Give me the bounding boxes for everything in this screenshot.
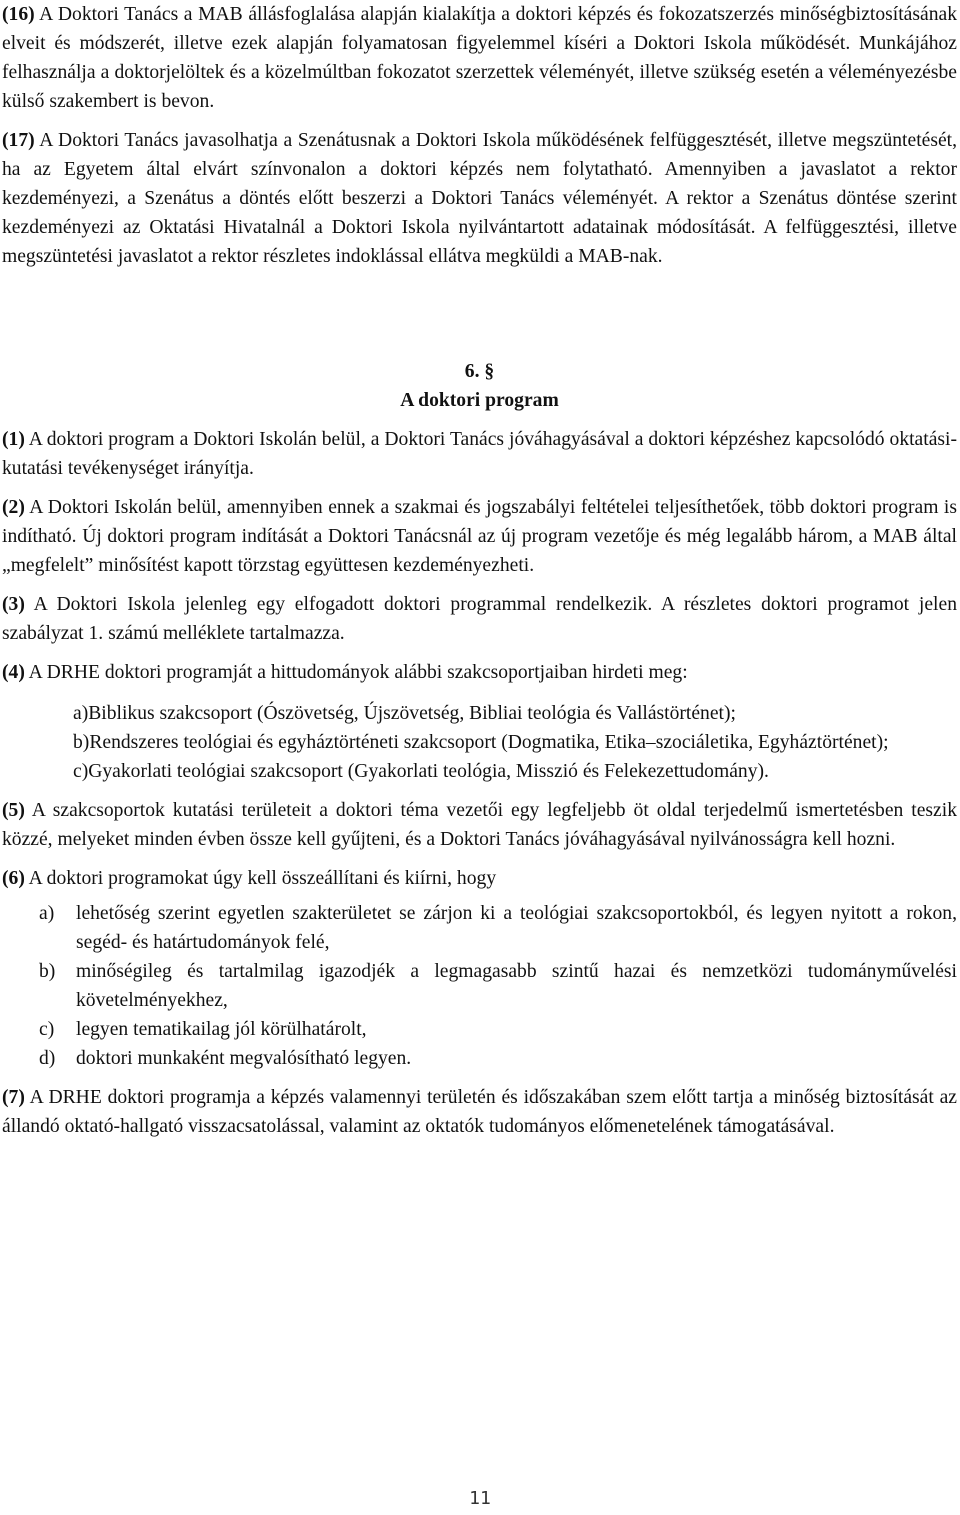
- page-number: 11: [469, 1488, 491, 1509]
- paragraph-text: A Doktori Tanács javasolhatja a Szenátusnak a Doktori Iskola működésének felfüggesztését, illetve megszüntetését, ha az Egyetem által elvárt színvonalon a doktori képzés nem folytatható. Amennyiben a javaslatot a rektor kezdeményezi, a Szenátus a döntés előtt beszerzi a Doktori Tanács véleményét. A rektor a Szenátus döntése szerint kezdeményezi az Oktatási Hivatalnál a Doktori Iskola nyilvántartott adatainak módosítását. A felfüggesztési, illetve megszüntetési javaslatot a rektor részletes indoklással ellátva megküldi a MAB-nak.: [2, 130, 957, 267]
- section-title: A doktori program: [400, 390, 559, 411]
- paragraph-text: A szakcsoportok kutatási területeit a doktori téma vezetői egy legfeljebb öt oldal terjedelmű ismertetésben teszik közzé, melyeket minden évben össze kell gyűjteni, és a Doktori Tanács jóváhagyásával nyilvánosságra kell hozni.: [2, 800, 957, 850]
- program-requirements-list: [2, 899, 957, 1073]
- paragraph-number: (2): [2, 497, 25, 518]
- paragraph-17: [2, 126, 957, 271]
- list-marker: a): [73, 703, 89, 724]
- list-marker: b): [73, 732, 90, 753]
- paragraph-s1: [2, 425, 957, 483]
- paragraph-number: (4): [2, 662, 25, 683]
- list-marker: c): [39, 1019, 55, 1040]
- paragraph-text: A DRHE doktori programját a hittudományok alábbi szakcsoportjaiban hirdeti meg:: [24, 662, 688, 683]
- subject-group-list: [2, 699, 957, 786]
- paragraph-text: A Doktori Iskolán belül, amennyiben ennek a szakmai és jogszabályi feltételei teljesíthetőek, több doktori program is indítható. Új doktori program indítását a Doktori Tanácsnál az új program vezetője és még legalább három, a MAB által „megfelelt” minősítést kapott törzstag együttesen kezdeményezheti.: [2, 497, 957, 576]
- list-item-text: legyen tematikailag jól körülhatárolt,: [76, 1019, 367, 1040]
- list-item-text: lehetőség szerint egyetlen szakterületet se zárjon ki a teológiai szakcsoportokból, és legyen nyitott a rokon, segéd- és határtudományok felé,: [76, 903, 957, 953]
- paragraph-s6: [2, 864, 957, 893]
- paragraph-number: (7): [2, 1087, 25, 1108]
- paragraph-s4: [2, 658, 957, 687]
- paragraph-number: (5): [2, 800, 25, 821]
- paragraph-number: (16): [2, 4, 35, 25]
- section-number: 6. §: [464, 361, 495, 382]
- paragraph-text: A Doktori Iskola jelenleg egy elfogadott doktori programmal rendelkezik. A részletes doktori programot jelen szabályzat 1. számú melléklete tartalmazza.: [2, 594, 957, 644]
- list-item: [2, 1044, 957, 1073]
- paragraph-s5: [2, 796, 957, 854]
- paragraph-number: (6): [2, 868, 25, 889]
- section-spacer: [2, 281, 957, 357]
- paragraph-s2: [2, 493, 957, 580]
- list-item-text: Gyakorlati teológiai szakcsoport (Gyakorlati teológia, Misszió és Felekezettudomány).: [88, 761, 769, 782]
- paragraph-s3: [2, 590, 957, 648]
- paragraph-16: [2, 0, 957, 116]
- list-item-text: minőségileg és tartalmilag igazodjék a legmagasabb szintű hazai és nemzetközi tudományművelési követelményekhez,: [76, 961, 957, 1011]
- paragraph-text: A doktori program a Doktori Iskolán belül, a Doktori Tanács jóváhagyásával a doktori képzéshez kapcsolódó oktatási-kutatási tevékenységet irányítja.: [2, 429, 957, 479]
- paragraph-number: (3): [2, 594, 25, 615]
- list-item-text: Biblikus szakcsoport (Ószövetség, Újszövetség, Bibliai teológia és Vallástörténet);: [88, 703, 736, 724]
- paragraph-text: A DRHE doktori programja a képzés valamennyi területén és időszakában szem előtt tartja a minőség biztosítását az állandó oktató-hallgató visszacsatolással, valamint az oktatók tudományos előmenetelének támogatásával.: [2, 1087, 957, 1137]
- list-marker: c): [73, 761, 89, 782]
- list-item: [2, 957, 957, 1015]
- list-item: [2, 699, 957, 728]
- paragraph-text: A doktori programokat úgy kell összeállítani és kiírni, hogy: [24, 868, 497, 889]
- list-item-text: Rendszeres teológiai és egyháztörténeti szakcsoport (Dogmatika, Etika–szociáletika, Egyháztörténet);: [89, 732, 889, 753]
- paragraph-s7: [2, 1083, 957, 1141]
- list-marker: d): [39, 1048, 56, 1069]
- list-item: [2, 899, 957, 957]
- paragraph-text: A Doktori Tanács a MAB állásfoglalása alapján kialakítja a doktori képzés és fokozatszerzés minőségbiztosításának elveit és módszerét, illetve ezek alapján folyamatosan figyelemmel kíséri a Doktori Iskola működését. Munkájához felhasználja a doktorjelöltek és a közelmúltban fokozatot szerzettek véleményét, illetve szükség esetén a véleményezésbe külső szakembert is bevon.: [2, 4, 957, 112]
- list-item: [2, 757, 957, 786]
- list-item: [2, 1015, 957, 1044]
- paragraph-number: (17): [2, 130, 35, 151]
- list-item: [2, 728, 957, 757]
- list-marker: b): [39, 961, 56, 982]
- list-marker: a): [39, 903, 55, 924]
- paragraph-number: (1): [2, 429, 25, 450]
- list-item-text: doktori munkaként megvalósítható legyen.: [76, 1048, 412, 1069]
